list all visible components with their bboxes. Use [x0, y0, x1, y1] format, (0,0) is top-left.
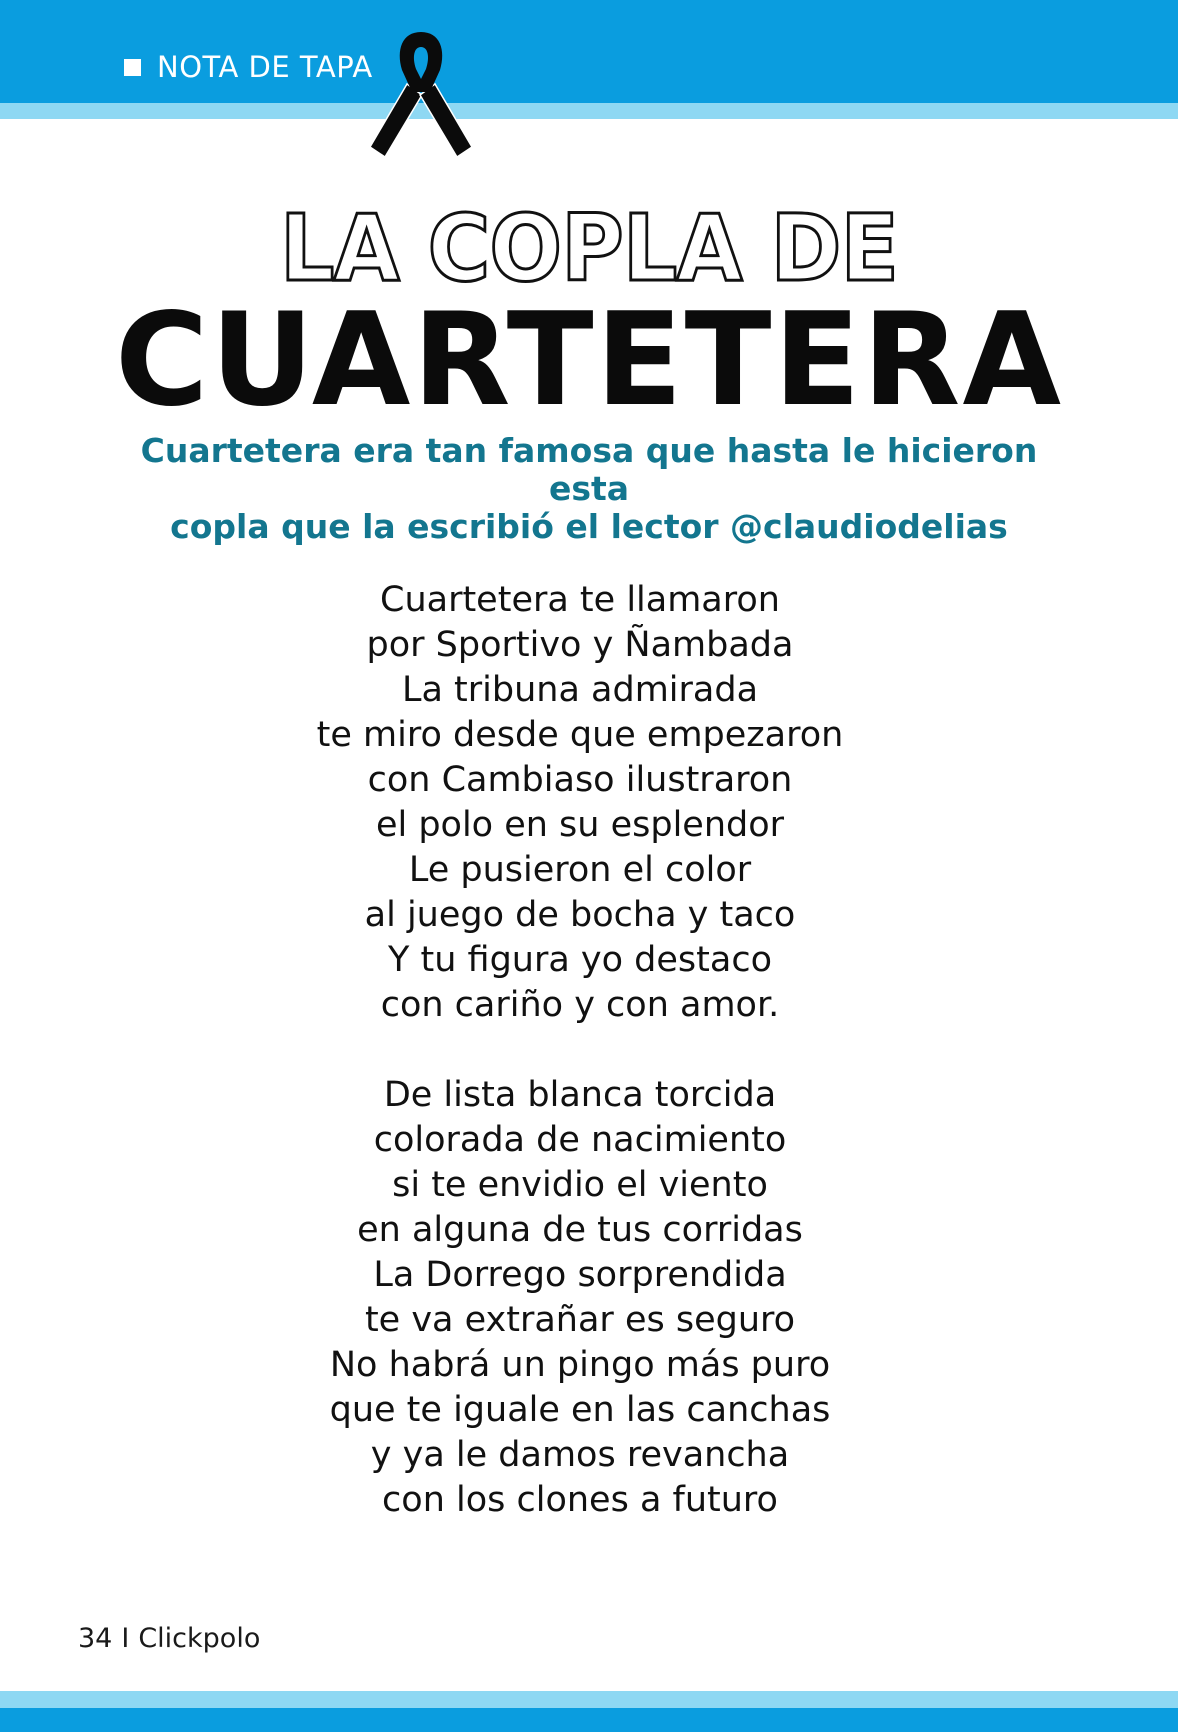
header-stripe	[0, 103, 1178, 119]
subtitle-line-1: Cuartetera era tan famosa que hasta le hicieron esta	[140, 431, 1038, 508]
poem-line: el polo en su esplendor	[375, 805, 785, 845]
publication-name: Clickpolo	[138, 1623, 261, 1654]
poem-line: De lista blanca torcida	[383, 1075, 777, 1115]
poem-line: Y tu figura yo destaco	[387, 940, 772, 980]
title-line-1: LA COPLA DE	[280, 198, 898, 298]
poem	[190, 578, 970, 1523]
poem-line: te miro desde que empezaron	[316, 715, 844, 755]
title-line-2: CUARTETERA	[115, 286, 1063, 417]
section-square-icon	[124, 59, 141, 76]
page-number: 34	[78, 1623, 113, 1654]
footer-stripe	[0, 1691, 1178, 1708]
poem-line: con cariño y con amor.	[380, 985, 780, 1025]
subtitle	[110, 432, 1068, 546]
poem-line: que te iguale en las canchas	[329, 1390, 831, 1430]
poem-line: colorada de nacimiento	[373, 1120, 787, 1160]
subtitle-line-2: copla que la escribió el lector @claudiodelias	[170, 507, 1008, 546]
poem-line: Le pusieron el color	[408, 850, 752, 890]
poem-line: si te envidio el viento	[392, 1165, 768, 1205]
section-label	[124, 47, 373, 87]
footer-separator: I	[121, 1623, 130, 1654]
title-main-line	[0, 282, 1178, 417]
poem-line: con Cambiaso ilustraron	[367, 760, 793, 800]
poem-line: La Dorrego sorprendida	[373, 1255, 787, 1295]
footer-band	[0, 1708, 1178, 1732]
stanza-break	[190, 1028, 970, 1073]
poem-line: te va extrañar es seguro	[364, 1300, 796, 1340]
mourning-ribbon-icon	[362, 24, 480, 164]
poem-line: y ya le damos revancha	[370, 1435, 790, 1475]
poem-line: al juego de bocha y taco	[364, 895, 796, 935]
poem-line: con los clones a futuro	[382, 1480, 778, 1520]
poem-line: por Sportivo y Ñambada	[366, 625, 794, 665]
section-label-text: NOTA DE TAPA	[157, 50, 373, 84]
page-footer	[78, 1623, 260, 1654]
poem-line: La tribuna admirada	[401, 670, 759, 710]
poem-line: en alguna de tus corridas	[357, 1210, 803, 1250]
poem-line: No habrá un pingo más puro	[329, 1345, 831, 1385]
poem-line: Cuartetera te llamaron	[380, 580, 780, 620]
